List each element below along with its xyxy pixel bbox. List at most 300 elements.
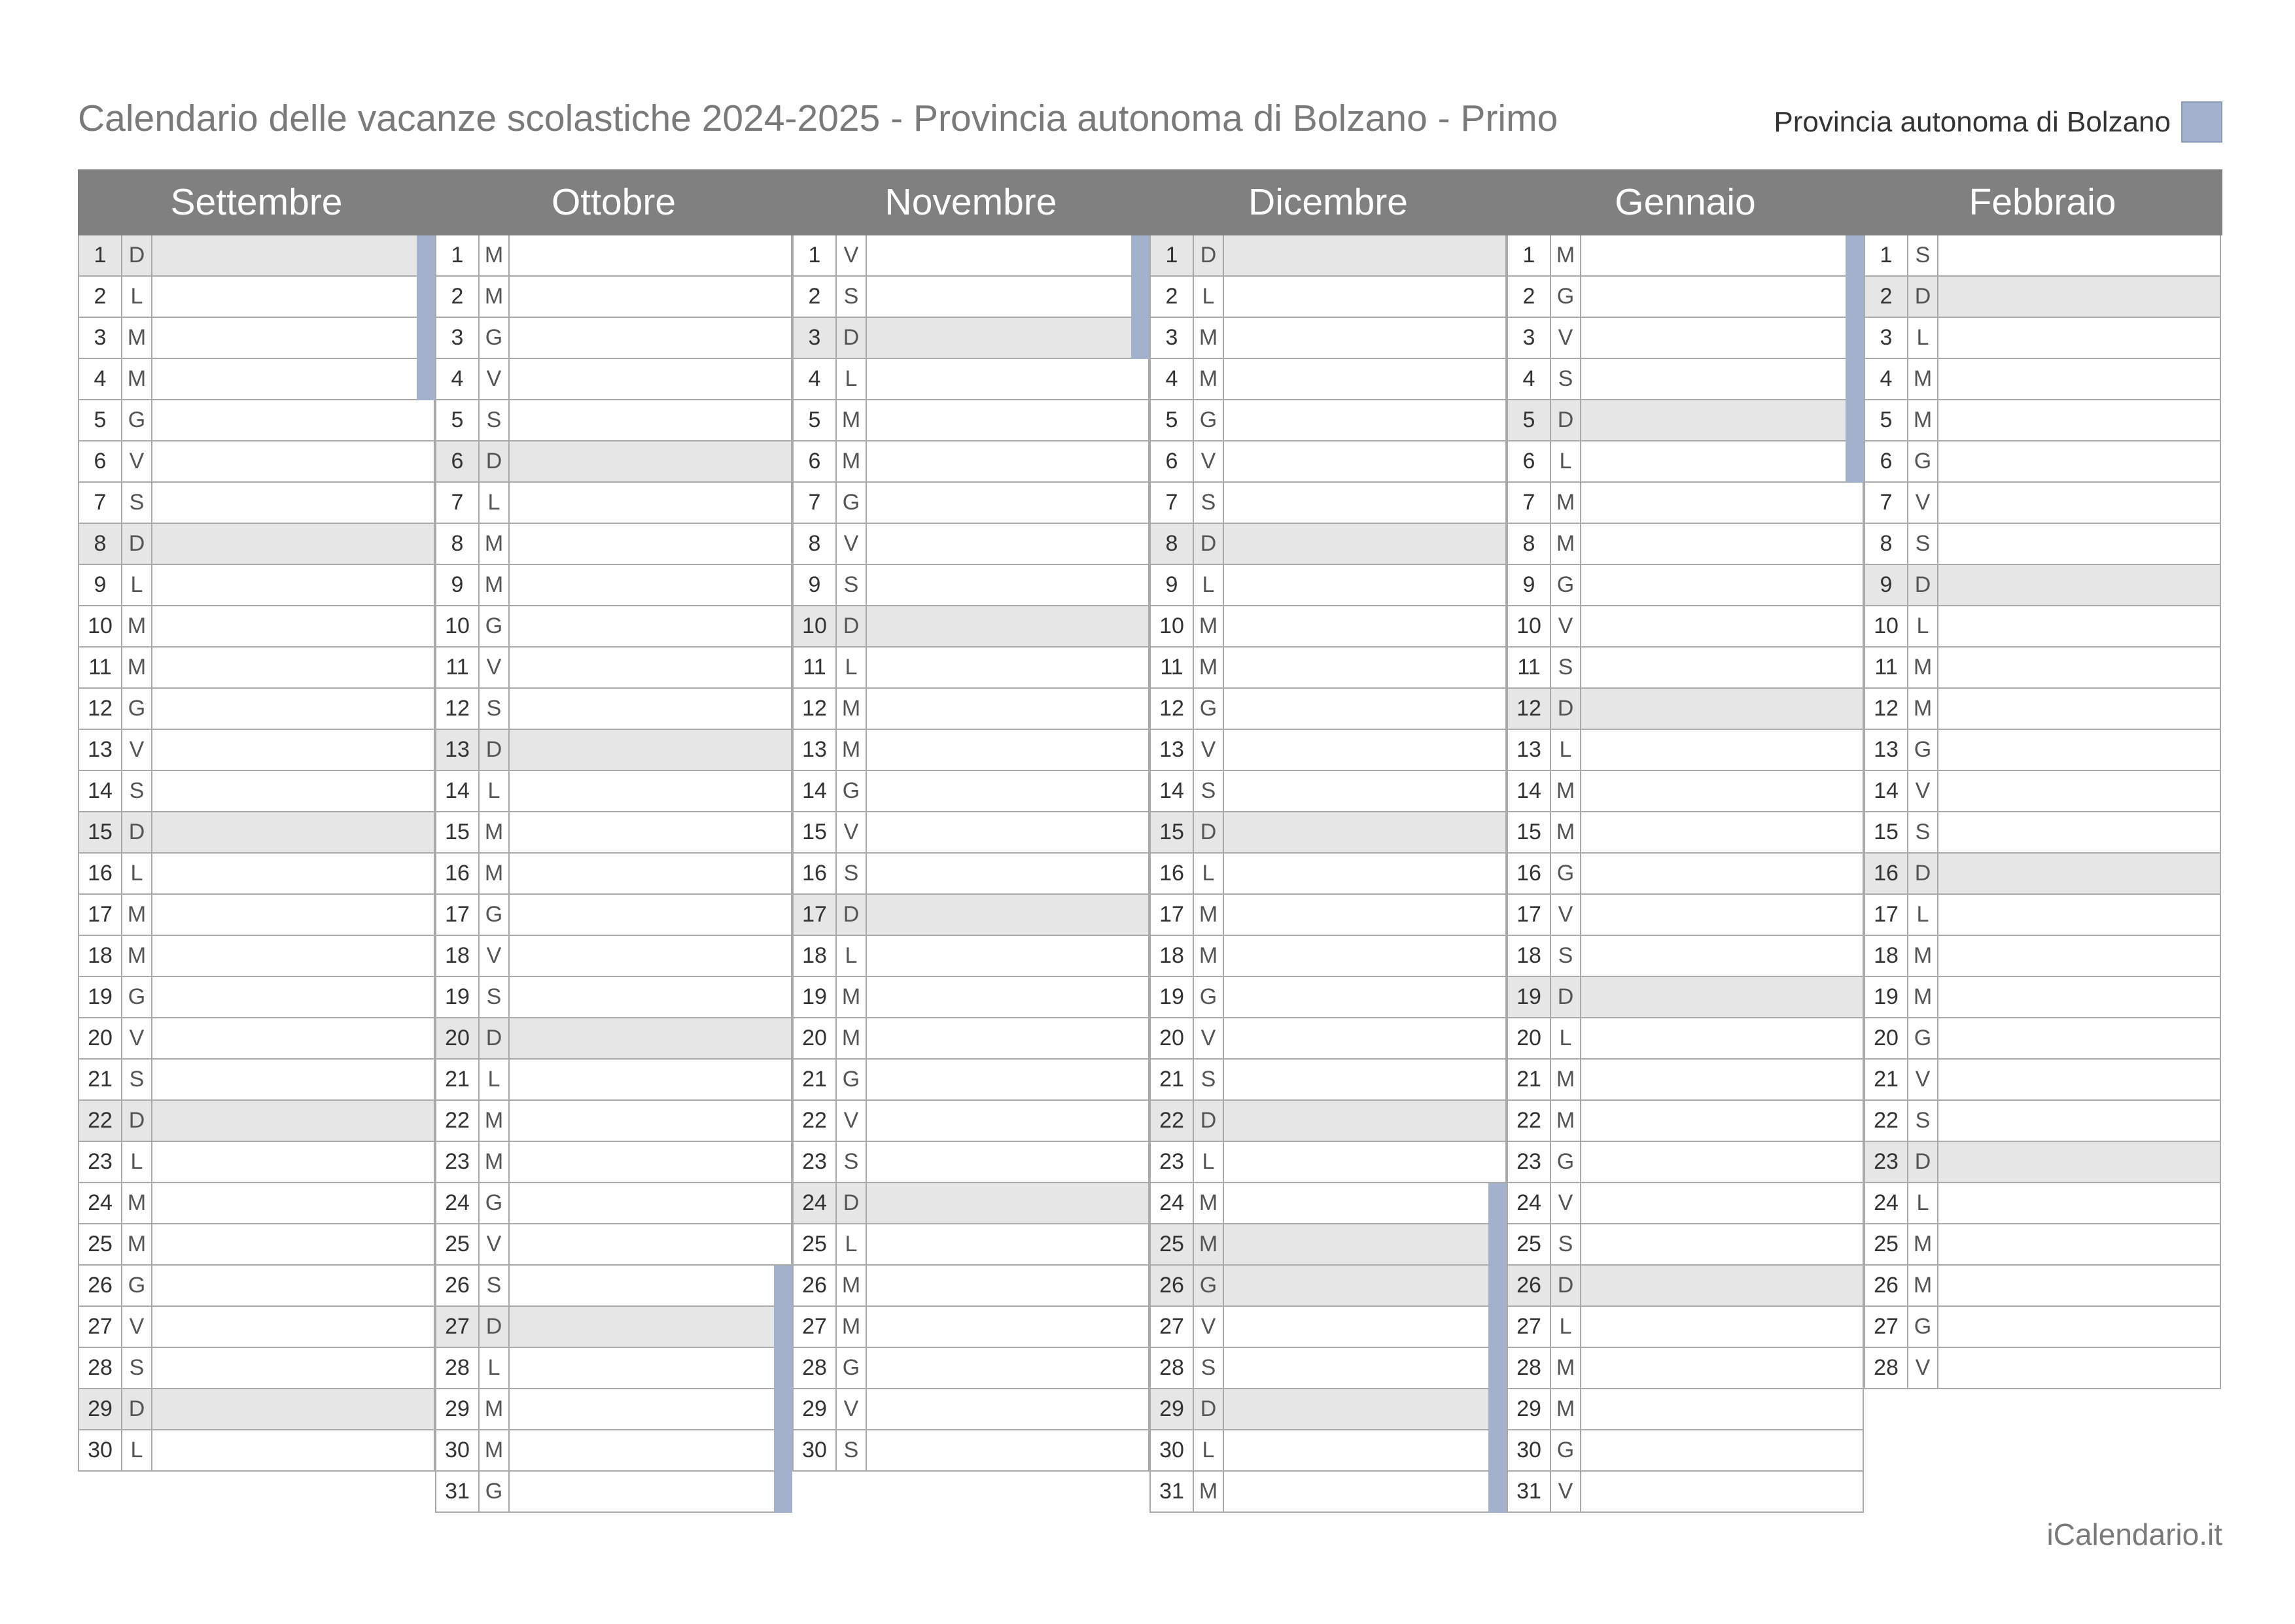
day-row	[1864, 854, 2221, 895]
day-number: 5	[1865, 400, 1908, 440]
day-note	[152, 606, 434, 646]
day-number: 29	[1508, 1389, 1551, 1429]
day-number: 4	[794, 359, 837, 399]
weekday-letter: S	[480, 1266, 510, 1305]
day-note	[1581, 1060, 1863, 1099]
weekday-letter: D	[1194, 812, 1224, 852]
holiday-marker	[1488, 1348, 1507, 1389]
day-row	[792, 318, 1149, 359]
weekday-letter: L	[1908, 895, 1938, 935]
day-number: 30	[79, 1430, 122, 1470]
day-row	[1864, 277, 2221, 318]
weekday-letter: S	[1551, 648, 1581, 687]
day-row	[78, 689, 435, 730]
day-note	[152, 359, 434, 399]
day-row	[78, 1430, 435, 1472]
day-number: 8	[1865, 524, 1908, 564]
day-row	[792, 606, 1149, 648]
day-number: 4	[436, 359, 480, 399]
weekday-letter: M	[1194, 1183, 1224, 1223]
day-note	[1938, 771, 2220, 811]
day-row	[792, 730, 1149, 771]
day-row	[1507, 771, 1864, 812]
day-number: 7	[794, 483, 837, 523]
day-row	[1149, 1472, 1507, 1513]
day-note	[1938, 524, 2220, 564]
month-name: Febbraio	[1969, 181, 2116, 223]
day-note	[1224, 400, 1505, 440]
day-row	[78, 441, 435, 483]
day-number: 19	[79, 977, 122, 1017]
day-number: 8	[794, 524, 837, 564]
day-note	[152, 483, 434, 523]
day-number: 28	[436, 1348, 480, 1388]
day-note	[152, 648, 434, 687]
day-number: 4	[1151, 359, 1194, 399]
day-note	[1224, 730, 1505, 770]
day-row	[1864, 648, 2221, 689]
weekday-letter: M	[1194, 318, 1224, 358]
day-row	[1507, 1101, 1864, 1142]
weekday-letter: D	[480, 1018, 510, 1058]
day-number: 20	[436, 1018, 480, 1058]
weekday-letter: D	[1551, 689, 1581, 729]
day-row	[1864, 895, 2221, 936]
day-number: 26	[1151, 1266, 1194, 1305]
day-note	[867, 400, 1148, 440]
day-note	[152, 1224, 434, 1264]
day-note	[1224, 812, 1505, 852]
day-number: 15	[436, 812, 480, 852]
day-number: 31	[1151, 1472, 1194, 1512]
day-row	[1864, 1101, 2221, 1142]
day-row	[78, 812, 435, 854]
day-row	[1864, 1307, 2221, 1348]
day-note	[867, 565, 1148, 605]
holiday-marker	[774, 1430, 792, 1472]
day-note	[510, 1307, 791, 1347]
weekday-letter: D	[837, 318, 867, 358]
weekday-letter: L	[480, 1060, 510, 1099]
day-row	[435, 812, 792, 854]
day-note	[152, 895, 434, 935]
day-row	[1149, 359, 1507, 400]
weekday-letter: D	[1908, 565, 1938, 605]
day-note	[510, 565, 791, 605]
day-note	[1938, 1266, 2220, 1305]
day-note	[1224, 483, 1505, 523]
day-number: 11	[1508, 648, 1551, 687]
day-note	[867, 277, 1148, 317]
day-row	[78, 895, 435, 936]
weekday-letter: L	[1551, 1307, 1581, 1347]
day-note	[867, 977, 1148, 1017]
day-row	[1507, 1389, 1864, 1430]
day-number: 3	[79, 318, 122, 358]
day-number: 12	[436, 689, 480, 729]
day-note	[867, 1183, 1148, 1223]
holiday-marker	[1846, 400, 1864, 441]
day-row	[792, 400, 1149, 441]
day-row	[1864, 441, 2221, 483]
day-row	[435, 1348, 792, 1389]
weekday-letter: M	[1551, 483, 1581, 523]
weekday-letter: L	[1194, 854, 1224, 893]
day-number: 22	[1865, 1101, 1908, 1141]
day-number: 18	[436, 936, 480, 976]
day-row	[435, 1307, 792, 1348]
day-number: 21	[436, 1060, 480, 1099]
weekday-letter: D	[1908, 277, 1938, 317]
weekday-letter: V	[122, 441, 152, 481]
day-row	[1149, 1266, 1507, 1307]
day-number: 8	[1508, 524, 1551, 564]
day-row	[1864, 235, 2221, 277]
weekday-letter: D	[122, 812, 152, 852]
day-number: 10	[1508, 606, 1551, 646]
weekday-letter: M	[1551, 1389, 1581, 1429]
day-note	[152, 771, 434, 811]
day-number: 16	[436, 854, 480, 893]
day-number: 26	[436, 1266, 480, 1305]
weekday-letter: S	[837, 1142, 867, 1182]
day-number: 27	[436, 1307, 480, 1347]
day-note	[152, 524, 434, 564]
day-number: 17	[436, 895, 480, 935]
weekday-letter: D	[1551, 1266, 1581, 1305]
day-row	[1149, 1430, 1507, 1472]
day-row	[78, 565, 435, 606]
day-number: 1	[794, 235, 837, 275]
day-note	[867, 1348, 1148, 1388]
day-number: 3	[436, 318, 480, 358]
legend-label: Provincia autonoma di Bolzano	[1774, 105, 2171, 138]
day-row	[78, 400, 435, 441]
weekday-letter: M	[837, 1018, 867, 1058]
day-note	[1938, 1348, 2220, 1388]
day-number: 25	[1151, 1224, 1194, 1264]
day-number: 10	[1151, 606, 1194, 646]
weekday-letter: L	[1551, 730, 1581, 770]
day-note	[152, 936, 434, 976]
day-note	[1224, 771, 1505, 811]
weekday-letter: G	[122, 977, 152, 1017]
day-row	[78, 730, 435, 771]
day-row	[78, 1307, 435, 1348]
weekday-letter: V	[480, 936, 510, 976]
weekday-letter: L	[480, 771, 510, 811]
weekday-letter: D	[1551, 400, 1581, 440]
day-note	[867, 771, 1148, 811]
weekday-letter: M	[1908, 1224, 1938, 1264]
day-note	[1224, 1348, 1505, 1388]
day-note	[1938, 318, 2220, 358]
day-row	[78, 854, 435, 895]
day-row	[1507, 1060, 1864, 1101]
day-number: 25	[1865, 1224, 1908, 1264]
day-note	[1938, 1018, 2220, 1058]
day-number: 24	[1151, 1183, 1194, 1223]
day-row	[78, 483, 435, 524]
day-note	[1938, 606, 2220, 646]
day-number: 23	[1865, 1142, 1908, 1182]
day-number: 15	[1865, 812, 1908, 852]
day-note	[1938, 1142, 2220, 1182]
day-note	[1938, 895, 2220, 935]
day-number: 9	[79, 565, 122, 605]
day-number: 19	[436, 977, 480, 1017]
day-row	[1864, 318, 2221, 359]
day-number: 13	[794, 730, 837, 770]
day-note	[1581, 1472, 1863, 1512]
day-row	[1149, 565, 1507, 606]
weekday-letter: G	[122, 689, 152, 729]
day-row	[792, 771, 1149, 812]
day-note	[510, 318, 791, 358]
weekday-letter: M	[1551, 524, 1581, 564]
day-number: 5	[79, 400, 122, 440]
day-row	[1507, 1307, 1864, 1348]
day-row	[792, 936, 1149, 977]
day-row	[792, 977, 1149, 1018]
holiday-marker	[1131, 235, 1149, 277]
day-note	[867, 1142, 1148, 1182]
day-note	[1224, 1183, 1505, 1223]
day-row	[435, 235, 792, 277]
day-row	[1149, 771, 1507, 812]
day-row	[792, 1307, 1149, 1348]
day-row	[1507, 1348, 1864, 1389]
day-note	[152, 1101, 434, 1141]
day-row	[78, 648, 435, 689]
weekday-letter: V	[1194, 730, 1224, 770]
day-note	[1581, 1389, 1863, 1429]
day-row	[1864, 1018, 2221, 1060]
day-note	[1938, 812, 2220, 852]
day-row	[792, 1430, 1149, 1472]
weekday-letter: L	[1908, 318, 1938, 358]
day-row	[1864, 1348, 2221, 1389]
day-row	[1864, 524, 2221, 565]
day-number: 27	[1865, 1307, 1908, 1347]
weekday-letter: D	[1551, 977, 1581, 1017]
day-number: 2	[79, 277, 122, 317]
day-number: 9	[436, 565, 480, 605]
day-number: 10	[79, 606, 122, 646]
day-note	[510, 689, 791, 729]
weekday-letter: G	[480, 895, 510, 935]
day-row	[1864, 1266, 2221, 1307]
weekday-letter: M	[1551, 812, 1581, 852]
day-number: 6	[79, 441, 122, 481]
day-row	[435, 1183, 792, 1224]
holiday-marker	[1846, 235, 1864, 277]
day-note	[1224, 1018, 1505, 1058]
day-number: 9	[1151, 565, 1194, 605]
day-number: 28	[79, 1348, 122, 1388]
day-note	[1224, 318, 1505, 358]
day-number: 20	[794, 1018, 837, 1058]
day-number: 18	[79, 936, 122, 976]
day-row	[792, 1389, 1149, 1430]
weekday-letter: S	[122, 771, 152, 811]
weekday-letter: L	[122, 854, 152, 893]
weekday-letter: G	[1908, 1018, 1938, 1058]
day-number: 25	[1508, 1224, 1551, 1264]
day-row	[435, 1472, 792, 1513]
weekday-letter: G	[837, 1348, 867, 1388]
weekday-letter: S	[837, 277, 867, 317]
day-note	[1224, 606, 1505, 646]
weekday-letter: G	[480, 1183, 510, 1223]
day-number: 27	[79, 1307, 122, 1347]
day-note	[152, 1060, 434, 1099]
day-number: 22	[794, 1101, 837, 1141]
day-row	[1507, 1142, 1864, 1183]
weekday-letter: V	[480, 1224, 510, 1264]
day-row	[792, 648, 1149, 689]
day-number: 11	[436, 648, 480, 687]
day-row	[78, 235, 435, 277]
day-note	[510, 277, 791, 317]
day-number: 29	[79, 1389, 122, 1429]
day-number: 6	[1865, 441, 1908, 481]
weekday-letter: G	[1551, 1430, 1581, 1470]
day-note	[867, 524, 1148, 564]
weekday-letter: M	[122, 1224, 152, 1264]
day-number: 4	[79, 359, 122, 399]
day-note	[152, 689, 434, 729]
day-row	[792, 1101, 1149, 1142]
weekday-letter: M	[122, 359, 152, 399]
month-name: Gennaio	[1615, 181, 1756, 223]
day-number: 25	[436, 1224, 480, 1264]
day-row	[1507, 524, 1864, 565]
weekday-letter: G	[1551, 565, 1581, 605]
day-number: 5	[1151, 400, 1194, 440]
day-number: 23	[436, 1142, 480, 1182]
day-row	[1507, 977, 1864, 1018]
day-note	[1224, 1142, 1505, 1182]
holiday-marker	[1488, 1183, 1507, 1224]
weekday-letter: S	[1908, 235, 1938, 275]
day-number: 10	[794, 606, 837, 646]
day-note	[1938, 730, 2220, 770]
day-number: 25	[79, 1224, 122, 1264]
day-note	[1938, 1101, 2220, 1141]
month-name: Dicembre	[1248, 181, 1408, 223]
day-number: 23	[1508, 1142, 1551, 1182]
day-number: 14	[1865, 771, 1908, 811]
day-note	[867, 1266, 1148, 1305]
weekday-letter: L	[837, 359, 867, 399]
day-number: 27	[1508, 1307, 1551, 1347]
day-row	[792, 1018, 1149, 1060]
day-number: 21	[1151, 1060, 1194, 1099]
weekday-letter: M	[1908, 1266, 1938, 1305]
day-number: 2	[794, 277, 837, 317]
day-number: 1	[436, 235, 480, 275]
weekday-letter: V	[837, 235, 867, 275]
weekday-letter: V	[1908, 1060, 1938, 1099]
month-column	[1507, 235, 1864, 1513]
day-row	[1864, 1183, 2221, 1224]
day-note	[867, 318, 1148, 358]
day-note	[867, 895, 1148, 935]
weekday-letter: V	[480, 648, 510, 687]
day-number: 31	[436, 1472, 480, 1512]
weekday-letter: G	[1194, 1266, 1224, 1305]
day-number: 13	[1508, 730, 1551, 770]
weekday-letter: G	[837, 483, 867, 523]
day-note	[867, 936, 1148, 976]
weekday-letter: M	[480, 854, 510, 893]
day-row	[435, 771, 792, 812]
day-number: 17	[1151, 895, 1194, 935]
weekday-letter: S	[837, 1430, 867, 1470]
weekday-letter: M	[1551, 771, 1581, 811]
day-row	[435, 359, 792, 400]
day-note	[1224, 689, 1505, 729]
day-note	[1938, 1060, 2220, 1099]
day-number: 24	[79, 1183, 122, 1223]
day-note	[510, 606, 791, 646]
weekday-letter: V	[1551, 1183, 1581, 1223]
weekday-letter: S	[1194, 1060, 1224, 1099]
weekday-letter: S	[1551, 359, 1581, 399]
day-note	[867, 441, 1148, 481]
day-note	[510, 1101, 791, 1141]
weekday-letter: D	[1194, 524, 1224, 564]
day-note	[152, 235, 434, 275]
weekday-letter: D	[837, 606, 867, 646]
day-note	[510, 895, 791, 935]
day-row	[1864, 771, 2221, 812]
day-row	[1149, 606, 1507, 648]
weekday-letter: D	[1908, 1142, 1938, 1182]
day-note	[1938, 1307, 2220, 1347]
day-number: 24	[436, 1183, 480, 1223]
day-note	[1938, 977, 2220, 1017]
day-row	[1864, 606, 2221, 648]
day-number: 28	[1508, 1348, 1551, 1388]
holiday-marker	[774, 1389, 792, 1430]
day-number: 8	[436, 524, 480, 564]
weekday-letter: G	[480, 318, 510, 358]
day-number: 2	[436, 277, 480, 317]
weekday-letter: D	[122, 1101, 152, 1141]
day-row	[78, 1018, 435, 1060]
day-note	[1224, 1224, 1505, 1264]
day-number: 24	[1508, 1183, 1551, 1223]
day-note	[867, 1224, 1148, 1264]
weekday-letter: S	[122, 1348, 152, 1388]
day-number: 14	[1151, 771, 1194, 811]
weekday-letter: L	[837, 1224, 867, 1264]
day-note	[510, 812, 791, 852]
day-note	[510, 854, 791, 893]
weekday-letter: M	[1194, 359, 1224, 399]
day-row	[78, 1101, 435, 1142]
day-number: 6	[794, 441, 837, 481]
day-number: 5	[794, 400, 837, 440]
day-number: 1	[1508, 235, 1551, 275]
weekday-letter: V	[122, 730, 152, 770]
weekday-letter: G	[837, 1060, 867, 1099]
day-note	[1581, 606, 1863, 646]
day-number: 26	[79, 1266, 122, 1305]
day-number: 28	[1865, 1348, 1908, 1388]
